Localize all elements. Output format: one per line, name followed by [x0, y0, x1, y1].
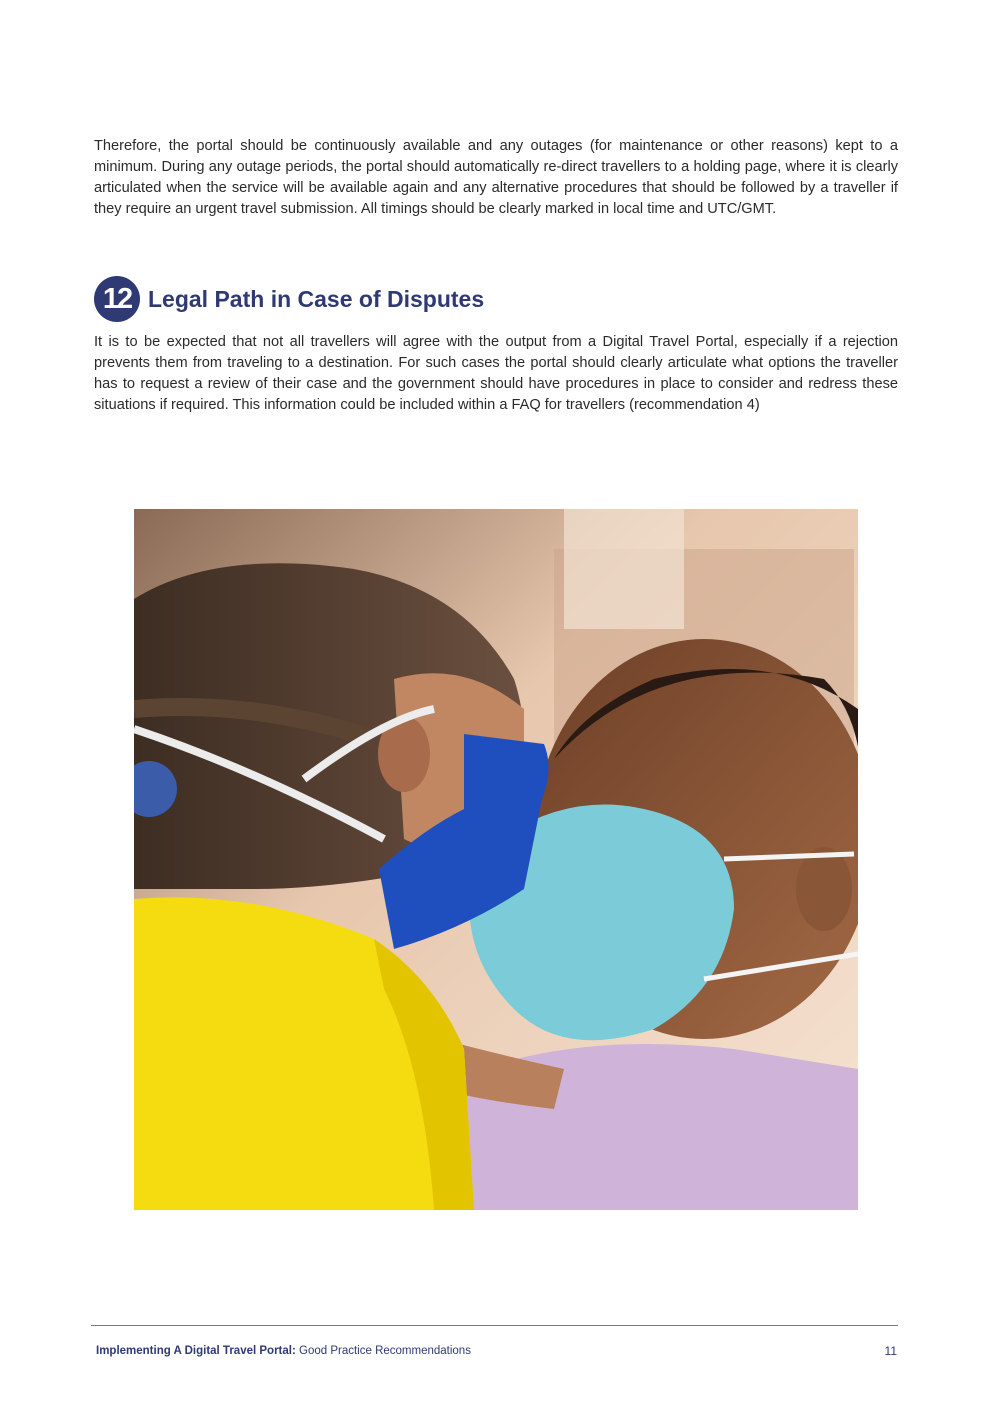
section-heading	[94, 276, 484, 322]
section-body: It is to be expected that not all travellers will agree with the output from a Digital Travel Portal, especially if a rejection prevents them from traveling to a destination. For such cases the portal should clearly articulate what options the traveller has to request a review of their case and the government should have procedures in place to consider and redress these situations if required. This information could be included within a FAQ for travellers (recommendation 4)	[94, 334, 898, 413]
masked-people-photo	[134, 509, 858, 1210]
section-title: Legal Path in Case of Disputes	[148, 285, 485, 312]
footer-divider	[91, 1325, 898, 1326]
section-number-badge: 12	[94, 276, 140, 322]
intro-paragraph: Therefore, the portal should be continuously available and any outages (for maintenance or other reasons) kept to a minimum. During any outage periods, the portal should automatically re-direct travellers to a holding page, where it is clearly articulated when the service will be available again and any alternative procedures that should be followed by a traveller if they require an urgent travel submission. All timings should be clearly marked in local time and UTC/GMT.	[94, 138, 898, 217]
page-number: 11	[884, 1344, 897, 1358]
footer-doc-title: Implementing A Digital Travel Portal	[96, 1345, 292, 1357]
footer-subtitle: Good Practice Recommendations	[295, 1345, 471, 1357]
footer-separator: :	[291, 1345, 296, 1357]
footer-caption	[96, 1345, 471, 1357]
